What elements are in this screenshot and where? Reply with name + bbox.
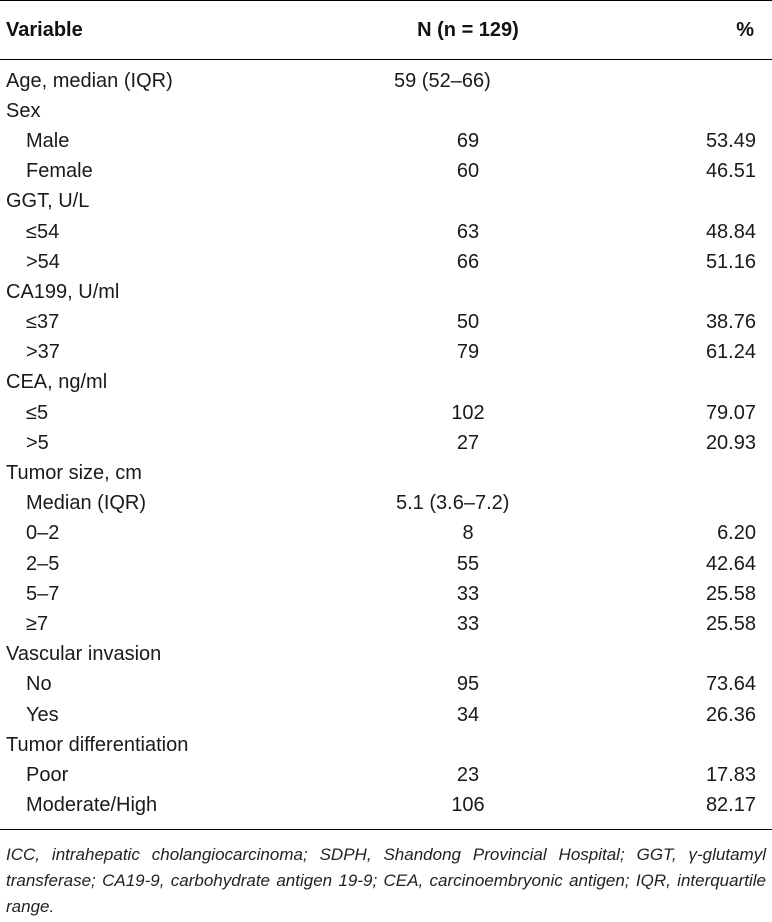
header-percent: % [736, 18, 754, 41]
row-percent: 25.58 [705, 612, 756, 635]
table-row [0, 760, 772, 790]
table-row [0, 398, 772, 428]
table-header [0, 1, 772, 59]
header-n: N (n = 129) [417, 18, 519, 41]
header-variable: Variable [6, 18, 83, 41]
row-variable: GGT, U/L [6, 190, 90, 213]
table-row [0, 519, 772, 549]
row-variable: Moderate/High [26, 794, 158, 817]
table-row [0, 579, 772, 609]
row-percent: 73.64 [705, 673, 756, 696]
table-body [0, 60, 772, 829]
row-percent: 20.93 [705, 431, 756, 454]
row-percent: 53.49 [705, 129, 756, 152]
row-percent: 25.58 [705, 582, 756, 605]
row-variable: ≤37 [26, 311, 60, 334]
table-row [0, 368, 772, 398]
table-row [0, 670, 772, 700]
row-variable: Female [26, 160, 93, 183]
row-n: 69 [456, 129, 480, 152]
table-row [0, 96, 772, 126]
row-variable: >5 [26, 431, 49, 454]
table-row [0, 217, 772, 247]
table-row [0, 458, 772, 488]
row-variable: Sex [6, 99, 41, 122]
table-row [0, 730, 772, 760]
row-variable: Tumor differentiation [6, 733, 189, 756]
row-variable: Age, median (IQR) [6, 69, 173, 92]
row-variable: >37 [26, 341, 60, 364]
row-variable: No [26, 673, 52, 696]
table-row [0, 308, 772, 338]
row-n: 33 [456, 612, 480, 635]
row-variable: CA199, U/ml [6, 280, 120, 303]
table-row [0, 791, 772, 821]
row-variable: Median (IQR) [26, 492, 147, 515]
row-n: 50 [456, 311, 480, 334]
row-percent: 42.64 [705, 552, 756, 575]
table-footnote: ICC, intrahepatic cholangiocarcinoma; SDPH, Shandong Provincial Hospital; GGT, γ-glutamyl transferase; CA19-9, carbohydrate antigen 19-9; CEA, carcinoembryonic antigen; IQR, interquartile range. [6, 845, 766, 916]
row-variable: Poor [26, 763, 69, 786]
row-n: 106 [451, 794, 485, 817]
row-variable: ≥7 [26, 612, 49, 635]
row-variable: Tumor size, cm [6, 462, 142, 485]
row-percent: 38.76 [705, 311, 756, 334]
row-variable: Male [26, 129, 70, 152]
row-n: 55 [456, 552, 480, 575]
row-percent: 46.51 [705, 160, 756, 183]
bottom-rule [0, 829, 772, 830]
row-n: 60 [456, 160, 480, 183]
row-variable: ≤5 [26, 401, 49, 424]
row-percent: 17.83 [705, 763, 756, 786]
row-percent: 6.20 [717, 522, 756, 545]
table-row [0, 187, 772, 217]
row-n: 102 [451, 401, 485, 424]
table-row [0, 247, 772, 277]
table-row [0, 428, 772, 458]
table-row [0, 66, 772, 96]
row-variable: Yes [26, 703, 59, 726]
row-percent: 79.07 [705, 401, 756, 424]
table-row [0, 549, 772, 579]
row-n: 63 [456, 220, 480, 243]
table-row [0, 700, 772, 730]
row-variable: ≤54 [26, 220, 60, 243]
row-percent: 26.36 [705, 703, 756, 726]
row-n: 59 (52–66) [394, 69, 491, 92]
row-n: 27 [456, 431, 480, 454]
table-row [0, 338, 772, 368]
row-variable: >54 [26, 250, 60, 273]
row-n: 8 [462, 522, 474, 545]
row-variable: 5–7 [26, 582, 60, 605]
row-n: 95 [456, 673, 480, 696]
table-row [0, 640, 772, 670]
row-variable: 0–2 [26, 522, 60, 545]
row-n: 33 [456, 582, 480, 605]
row-variable: CEA, ng/ml [6, 371, 108, 394]
row-n: 79 [456, 341, 480, 364]
row-percent: 48.84 [705, 220, 756, 243]
row-variable: Vascular invasion [6, 643, 162, 666]
row-percent: 61.24 [705, 341, 756, 364]
row-n: 23 [456, 763, 480, 786]
row-n: 34 [456, 703, 480, 726]
table-row [0, 157, 772, 187]
table-row [0, 126, 772, 156]
table-row [0, 277, 772, 307]
row-n: 66 [456, 250, 480, 273]
row-n: 5.1 (3.6–7.2) [396, 492, 510, 515]
row-percent: 82.17 [705, 794, 756, 817]
table-row [0, 609, 772, 639]
table-row [0, 489, 772, 519]
row-variable: 2–5 [26, 552, 60, 575]
row-percent: 51.16 [705, 250, 756, 273]
